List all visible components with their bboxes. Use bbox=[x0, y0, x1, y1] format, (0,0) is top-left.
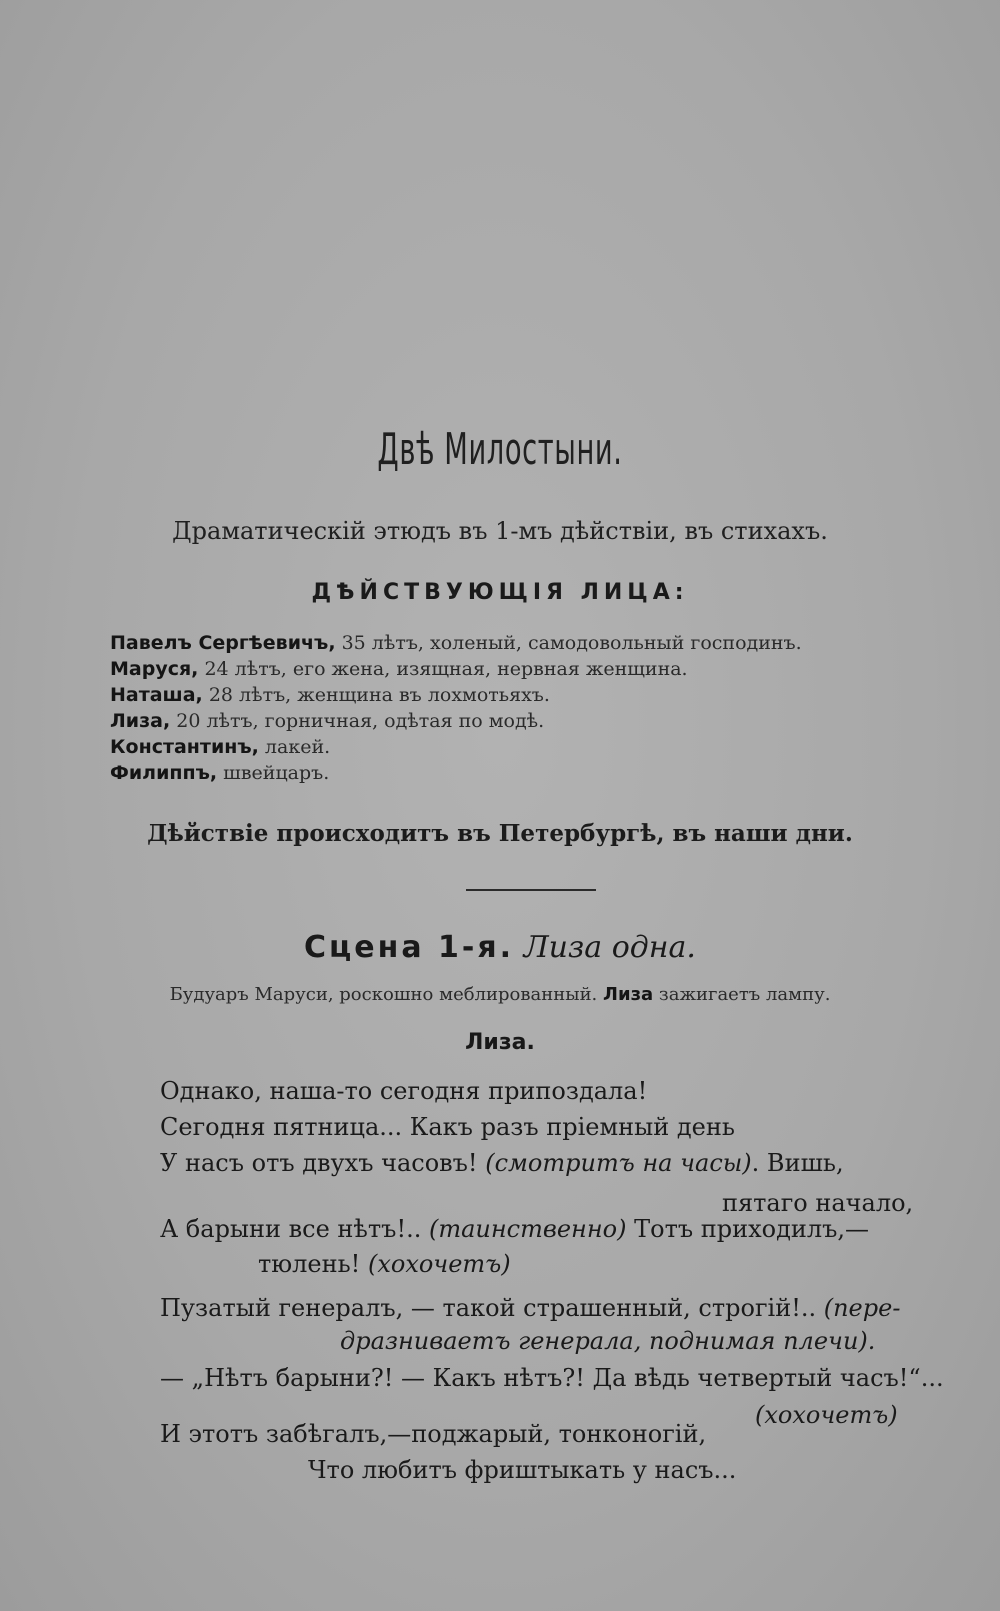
setting-line: Дѣйствіе происходитъ въ Петербургѣ, въ наши дни. bbox=[147, 820, 853, 847]
scene-heading bbox=[0, 930, 1000, 965]
cast-item bbox=[110, 708, 930, 734]
verse-line bbox=[258, 1250, 511, 1278]
verse-text: — „Нѣтъ барыни?! — Какъ нѣтъ?! Да вѣдь четвертый часъ!“... bbox=[160, 1364, 944, 1392]
stage-direction-after: зажигаетъ лампу. bbox=[653, 984, 831, 1005]
verse-after: . Вишь, bbox=[751, 1149, 844, 1177]
verse-text: пятаго начало, bbox=[722, 1189, 914, 1217]
cast-desc: лакей. bbox=[258, 736, 331, 758]
cast-name: Маруся, bbox=[110, 658, 199, 680]
verse-line bbox=[340, 1327, 875, 1355]
verse-italic: (хохочетъ) bbox=[367, 1250, 511, 1278]
cast-item bbox=[110, 734, 930, 760]
verse-line bbox=[160, 1113, 735, 1141]
verse-italic: (таинственно) bbox=[428, 1215, 627, 1243]
cast-item bbox=[110, 760, 930, 786]
verse-italic: дразниваетъ генерала, поднимая плечи). bbox=[340, 1327, 876, 1355]
verse-text: тюлень! bbox=[258, 1250, 368, 1278]
verse-text: Что любитъ фриштыкать у насъ... bbox=[308, 1456, 737, 1484]
cast-desc: 24 лѣтъ, его жена, изящная, нервная женщина. bbox=[198, 658, 688, 680]
scene-number: Сцена 1-я. bbox=[304, 930, 515, 965]
verse-line bbox=[755, 1401, 898, 1429]
verse-line bbox=[160, 1077, 647, 1105]
cast-desc: швейцаръ. bbox=[217, 762, 330, 784]
cast-name: Наташа, bbox=[110, 684, 203, 706]
play-title: Двѣ Милостыни. bbox=[377, 424, 623, 475]
divider-rule bbox=[466, 889, 596, 891]
verse-text: И этотъ забѣгалъ,—поджарый, тонконогій, bbox=[160, 1420, 707, 1448]
verse-line bbox=[160, 1420, 706, 1448]
stage-direction-before: Будуаръ Маруси, роскошно меблированный. bbox=[169, 984, 604, 1005]
verse-after: Тотъ приходилъ,— bbox=[626, 1215, 870, 1243]
cast-desc: 28 лѣтъ, женщина въ лохмотьяхъ. bbox=[202, 684, 550, 706]
cast-name: Филиппъ, bbox=[110, 762, 218, 784]
cast-name: Константинъ, bbox=[110, 736, 259, 758]
verse-italic: (хохочетъ) bbox=[755, 1401, 898, 1429]
stage-direction bbox=[0, 984, 1000, 1005]
verse-italic: (смотритъ на часы) bbox=[485, 1149, 752, 1177]
verse-line bbox=[160, 1294, 900, 1322]
speaker-name: Лиза. bbox=[465, 1030, 535, 1055]
cast-list bbox=[110, 630, 930, 786]
verse-text: Пузатый генералъ, — такой страшенный, строгій!.. bbox=[160, 1294, 824, 1322]
cast-name: Лиза, bbox=[110, 710, 171, 732]
verse-line bbox=[160, 1215, 869, 1243]
cast-desc: 35 лѣтъ, холеный, самодовольный господинъ. bbox=[335, 632, 802, 654]
stage-direction-name: Лиза bbox=[603, 984, 654, 1005]
verse-italic: (пере- bbox=[823, 1294, 901, 1322]
verse-line bbox=[160, 1364, 944, 1392]
verse-text: А барыни все нѣтъ!.. bbox=[160, 1215, 429, 1243]
verse-line bbox=[722, 1189, 913, 1217]
verse-line bbox=[308, 1456, 736, 1484]
verse-text: Сегодня пятница... Какъ разъ пріемный день bbox=[160, 1113, 735, 1141]
cast-heading: ДѢЙСТВУЮЩІЯ ЛИЦА: bbox=[311, 580, 689, 605]
scene-description: Лиза одна. bbox=[523, 930, 696, 965]
cast-item bbox=[110, 682, 930, 708]
cast-desc: 20 лѣтъ, горничная, одѣтая по модѣ. bbox=[170, 710, 545, 732]
verse-text: У насъ отъ двухъ часовъ! bbox=[160, 1149, 486, 1177]
verse-line bbox=[160, 1149, 844, 1177]
play-subtitle: Драматическій этюдъ въ 1-мъ дѣйствіи, въ стихахъ. bbox=[172, 517, 828, 545]
cast-item bbox=[110, 656, 930, 682]
cast-item bbox=[110, 630, 930, 656]
cast-name: Павелъ Сергѣевичъ, bbox=[110, 632, 336, 654]
verse-text: Однако, наша-то сегодня припоздала! bbox=[160, 1077, 648, 1105]
